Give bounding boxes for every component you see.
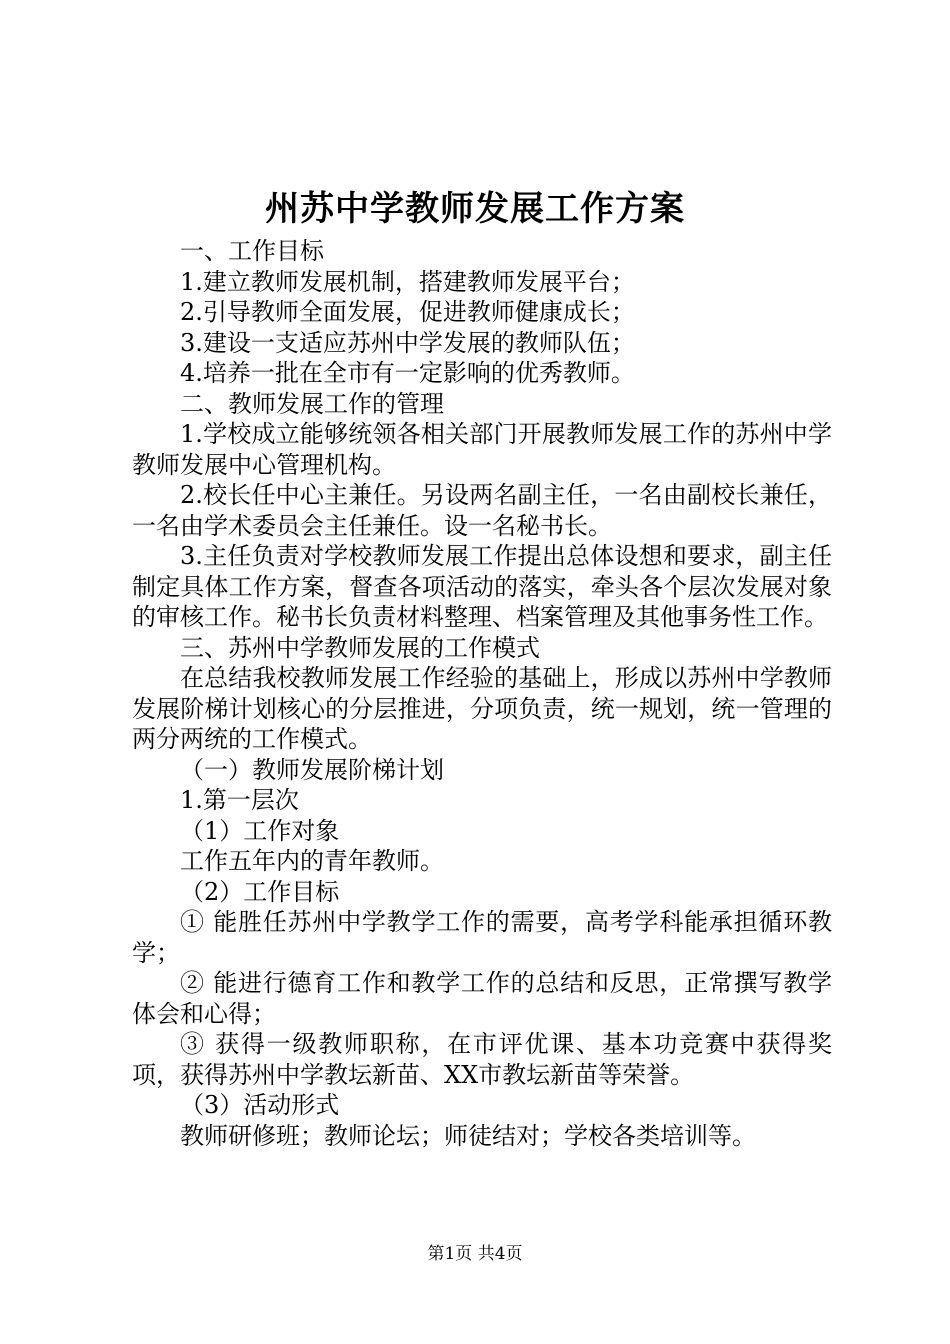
goal-item-3: 3.建设一支适应苏州中学发展的教师队伍； [180,328,635,357]
section-heading-management: 二、教师发展工作的管理 [180,389,444,418]
goal-item-4: 4.培养一批在全市有一定影响的优秀教师。 [180,359,635,387]
work-model-paragraph: 在总结我校教师发展工作经验的基础上，形成以苏州中学教师发展阶梯计划核心的分层推进，分项负责，统一规划，统一管理的两分两统的工作模式。 [132,664,832,753]
page-footer: 第1页 共4页 [427,1244,523,1264]
level-1-goals-heading: （2）工作目标 [180,877,340,906]
section-heading-work-model: 三、苏州中学教师发展的工作模式 [180,633,540,662]
level-1-goal-2: ② 能进行德育工作和教学工作的总结和反思，正常撰写教学体会和心得； [132,969,832,1028]
goal-item-2: 2.引导教师全面发展，促进教师健康成长； [180,298,635,326]
level-1-goal-1: ① 能胜任苏州中学教学工作的需要，高考学科能承担循环教学； [132,908,832,967]
level-1-target-text: 工作五年内的青年教师。 [180,847,444,875]
level-1-target-heading: （1）工作对象 [180,816,340,845]
management-item-3: 3.主任负责对学校教师发展工作提出总体设想和要求，副主任制定具体工作方案，督查各项活动的落实，牵头各个层次发展对象的审核工作。秘书长负责材料整理、档案管理及其他事务性工作。 [132,542,832,631]
level-1-activity-text: 教师研修班；教师论坛；师徒结对；学校各类培训等。 [180,1121,756,1150]
management-item-1: 1.学校成立能够统领各相关部门开展教师发展工作的苏州中学教师发展中心管理机构。 [132,420,832,479]
document-title: 州苏中学教师发展工作方案 [265,189,685,229]
level-1-goal-3: ③ 获得一级教师职称，在市评优课、基本功竞赛中获得奖项，获得苏州中学教坛新苗、XX市教坛新苗等荣誉。 [132,1030,832,1089]
level-heading-1: 1.第一层次 [180,786,299,814]
level-1-activity-heading: （3）活动形式 [180,1091,340,1119]
subsection-heading-ladder-plan: （一）教师发展阶梯计划 [180,755,444,784]
management-item-2: 2.校长任中心主兼任。另设两名副主任，一名由副校长兼任，一名由学术委员会主任兼任。设一名秘书长。 [132,481,832,540]
document-body [132,236,832,1151]
goal-item-1: 1.建立教师发展机制，搭建教师发展平台； [180,267,635,296]
section-heading-goals: 一、工作目标 [180,237,324,265]
